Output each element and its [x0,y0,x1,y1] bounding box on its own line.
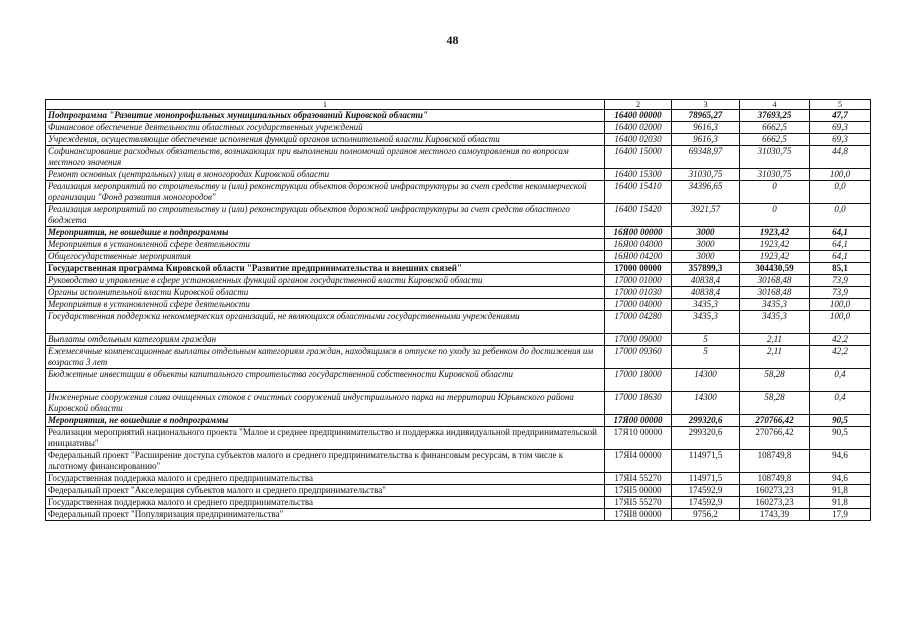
row-actual-cell: 30168,48 [740,275,810,287]
row-name-cell: Реализация мероприятий по строительству и (или) реконструкции объектов дорожной инфраструктуры за счет средств некоммерческой организации "Фонд развития моногородов" [46,181,605,204]
row-code-cell: 16Я00 00000 [605,227,672,239]
row-percent-cell: 94,6 [810,473,871,485]
row-percent-cell: 90,5 [810,415,871,427]
table-row [46,134,871,146]
page-number: 48 [446,33,459,47]
row-percent-cell: 69,3 [810,134,871,146]
row-name-cell: Выплаты отдельным категориям граждан [46,334,605,346]
row-percent-cell: 100,0 [810,169,871,181]
row-planned-cell: 9616,3 [672,134,740,146]
row-percent-cell: 85,1 [810,263,871,275]
row-planned-cell: 114971,5 [672,473,740,485]
row-code-cell: 16Я00 04200 [605,251,672,263]
row-planned-cell: 14300 [672,369,740,392]
row-percent-cell: 0,0 [810,181,871,204]
row-planned-cell: 3000 [672,251,740,263]
row-percent-cell: 0,0 [810,204,871,227]
row-actual-cell: 108749,8 [740,450,810,473]
table-row [46,122,871,134]
table-row [46,275,871,287]
row-planned-cell: 9756,2 [672,509,740,521]
row-percent-cell: 0,4 [810,369,871,392]
row-name-cell: Бюджетные инвестиции в объекты капитального строительства государственной собственности Кировской области [46,369,605,392]
row-planned-cell: 174592,9 [672,485,740,497]
row-actual-cell: 160273,23 [740,485,810,497]
row-percent-cell: 94,6 [810,450,871,473]
table-row [46,497,871,509]
row-code-cell: 17000 18630 [605,392,672,415]
row-code-cell: 17ЯI4 55270 [605,473,672,485]
row-percent-cell: 47,7 [810,110,871,122]
table-row [46,334,871,346]
row-name-cell: Государственная программа Кировской области "Развитие предпринимательства и внешних связей" [46,263,605,275]
row-code-cell: 17000 01030 [605,287,672,299]
budget-table [45,99,871,521]
row-planned-cell: 31030,75 [672,169,740,181]
row-planned-cell: 34396,65 [672,181,740,204]
row-actual-cell: 58,28 [740,392,810,415]
row-actual-cell: 30168,48 [740,287,810,299]
row-name-cell: Государственная поддержка некоммерческих организаций, не являющихся областными государственными учреждениями [46,311,605,334]
row-name-cell: Федеральный проект "Акселерация субъектов малого и среднего предпринимательства" [46,485,605,497]
row-name-cell: Мероприятия в установленной сфере деятельности [46,239,605,251]
row-planned-cell: 3435,3 [672,311,740,334]
row-actual-cell: 304430,59 [740,263,810,275]
row-percent-cell: 69,3 [810,122,871,134]
header-col-2: 2 [605,100,672,110]
row-percent-cell: 64,1 [810,239,871,251]
row-code-cell: 16400 00000 [605,110,672,122]
row-percent-cell: 100,0 [810,311,871,334]
row-actual-cell: 160273,23 [740,497,810,509]
row-name-cell: Ежемесячные компенсационные выплаты отдельным категориям граждан, находящимся в отпуске по уходу за ребенком до достижения им возраста 3 лет [46,346,605,369]
row-actual-cell: 2,11 [740,346,810,369]
row-actual-cell: 31030,75 [740,169,810,181]
row-actual-cell: 6662,5 [740,134,810,146]
row-code-cell: 16Я00 04000 [605,239,672,251]
row-name-cell: Ремонт основных (центральных) улиц в моногородах Кировской области [46,169,605,181]
table-row [46,263,871,275]
table-row [46,369,871,392]
row-code-cell: 17Я00 00000 [605,415,672,427]
row-name-cell: Мероприятия в установленной сфере деятельности [46,299,605,311]
row-planned-cell: 114971,5 [672,450,740,473]
row-code-cell: 16400 15300 [605,169,672,181]
table-row [46,450,871,473]
row-name-cell: Федеральный проект "Популяризация предпринимательства" [46,509,605,521]
row-actual-cell: 1743,39 [740,509,810,521]
header-col-3: 3 [672,100,740,110]
row-planned-cell: 5 [672,346,740,369]
row-name-cell: Общегосударственные мероприятия [46,251,605,263]
row-planned-cell: 3921,57 [672,204,740,227]
row-actual-cell: 0 [740,204,810,227]
table-row [46,227,871,239]
row-percent-cell: 64,1 [810,227,871,239]
row-code-cell: 16400 15420 [605,204,672,227]
row-actual-cell: 6662,5 [740,122,810,134]
row-actual-cell: 3435,3 [740,311,810,334]
row-percent-cell: 44,8 [810,146,871,169]
table-row [46,287,871,299]
row-code-cell: 17000 04280 [605,311,672,334]
row-code-cell: 16400 15410 [605,181,672,204]
row-planned-cell: 3000 [672,227,740,239]
row-name-cell: Государственная поддержка малого и среднего предпринимательства [46,497,605,509]
row-percent-cell: 42,2 [810,346,871,369]
table-row [46,181,871,204]
row-planned-cell: 299320,6 [672,427,740,450]
row-name-cell: Мероприятия, не вошедшие в подпрограммы [46,227,605,239]
row-name-cell: Учреждения, осуществляющие обеспечение исполнения функций органов исполнительной власти Кировской области [46,134,605,146]
row-percent-cell: 90,5 [810,427,871,450]
row-name-cell: Реализация мероприятий по строительству и (или) реконструкции объектов дорожной инфраструктуры за счет средств областного бюджета [46,204,605,227]
row-actual-cell: 31030,75 [740,146,810,169]
row-actual-cell: 270766,42 [740,415,810,427]
header-col-4: 4 [740,100,810,110]
table-header-row [46,100,871,110]
row-actual-cell: 2,11 [740,334,810,346]
row-code-cell: 17Я10 00000 [605,427,672,450]
row-code-cell: 16400 15000 [605,146,672,169]
row-percent-cell: 73,9 [810,287,871,299]
row-percent-cell: 73,9 [810,275,871,287]
header-col-5: 5 [810,100,871,110]
row-percent-cell: 0,4 [810,392,871,415]
row-planned-cell: 69348,97 [672,146,740,169]
row-planned-cell: 299320,6 [672,415,740,427]
row-planned-cell: 78965,27 [672,110,740,122]
table-row [46,110,871,122]
row-percent-cell: 91,8 [810,485,871,497]
row-planned-cell: 5 [672,334,740,346]
table-row [46,473,871,485]
row-actual-cell: 108749,8 [740,473,810,485]
table-row [46,251,871,263]
table-row [46,427,871,450]
row-code-cell: 17ЯI5 55270 [605,497,672,509]
row-name-cell: Органы исполнительной власти Кировской области [46,287,605,299]
row-name-cell: Государственная поддержка малого и среднего предпринимательства [46,473,605,485]
row-percent-cell: 64,1 [810,251,871,263]
row-code-cell: 17ЯI4 00000 [605,450,672,473]
row-planned-cell: 3435,3 [672,299,740,311]
row-percent-cell: 91,8 [810,497,871,509]
row-planned-cell: 9616,3 [672,122,740,134]
row-name-cell: Реализация мероприятий национального проекта "Малое и среднее предпринимательство и поддержка индивидуальной предпринимательской инициативы" [46,427,605,450]
row-actual-cell: 3435,3 [740,299,810,311]
row-percent-cell: 100,0 [810,299,871,311]
table-row [46,311,871,334]
row-actual-cell: 1923,42 [740,251,810,263]
row-planned-cell: 174592,9 [672,497,740,509]
row-code-cell: 17000 01000 [605,275,672,287]
row-code-cell: 17000 04000 [605,299,672,311]
row-actual-cell: 1923,42 [740,239,810,251]
table-row [46,204,871,227]
row-code-cell: 16400 02030 [605,134,672,146]
row-planned-cell: 14300 [672,392,740,415]
row-planned-cell: 40838,4 [672,275,740,287]
header-col-1: 1 [46,100,605,110]
row-code-cell: 17000 09000 [605,334,672,346]
row-planned-cell: 357899,3 [672,263,740,275]
row-code-cell: 17ЯI8 00000 [605,509,672,521]
row-actual-cell: 37693,25 [740,110,810,122]
table-row [46,509,871,521]
row-name-cell: Мероприятия, не вошедшие в подпрограммы [46,415,605,427]
row-code-cell: 17000 18000 [605,369,672,392]
table-row [46,485,871,497]
table-row [46,299,871,311]
table-row [46,146,871,169]
row-code-cell: 17000 09360 [605,346,672,369]
row-name-cell: Подпрограмма "Развитие монопрофильных муниципальных образований Кировской области" [46,110,605,122]
row-planned-cell: 3000 [672,239,740,251]
table-row [46,415,871,427]
row-actual-cell: 270766,42 [740,427,810,450]
row-code-cell: 16400 02000 [605,122,672,134]
table-row [46,346,871,369]
row-actual-cell: 0 [740,181,810,204]
row-name-cell: Федеральный проект "Расширение доступа субъектов малого и среднего предпринимательства к финансовым ресурсам, в том числе к льготному финансированию" [46,450,605,473]
row-code-cell: 17000 00000 [605,263,672,275]
table-row [46,392,871,415]
row-name-cell: Инженерные сооружения слива очищенных стоков с очистных сооружений индустриального парка на территории Юрьянского района Кировской области [46,392,605,415]
table-row [46,169,871,181]
row-planned-cell: 40838,4 [672,287,740,299]
row-name-cell: Софинансирование расходных обязательств, возникающих при выполнении полномочий органов местного самоуправления по вопросам местного значения [46,146,605,169]
row-percent-cell: 42,2 [810,334,871,346]
row-name-cell: Руководство и управление в сфере установленных функций органов государственной власти Кировской области [46,275,605,287]
table-row [46,239,871,251]
row-actual-cell: 58,28 [740,369,810,392]
row-actual-cell: 1923,42 [740,227,810,239]
row-code-cell: 17ЯI5 00000 [605,485,672,497]
row-percent-cell: 17,9 [810,509,871,521]
row-name-cell: Финансовое обеспечение деятельности областных государственных учреждений [46,122,605,134]
